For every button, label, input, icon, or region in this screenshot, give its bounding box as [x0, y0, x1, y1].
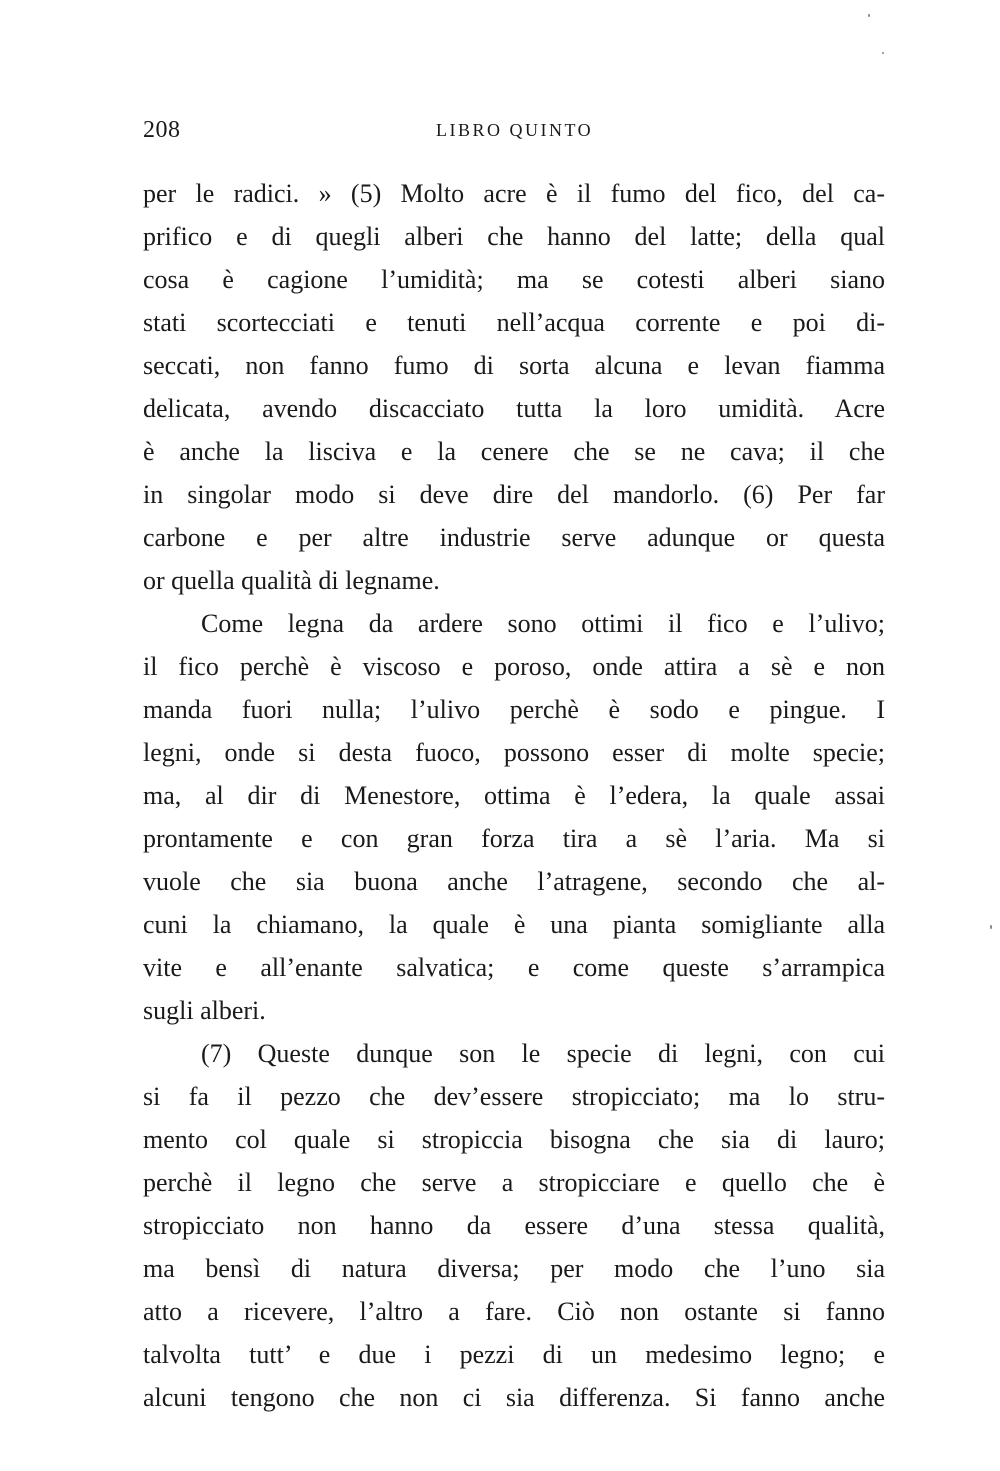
text-line: ma bensì di natura diversa; per modo che l’uno sia: [143, 1254, 885, 1283]
text-line: seccati, non fanno fumo di sorta alcuna e levan fiamma: [143, 351, 885, 380]
text-line: si fa il pezzo che dev’essere stropicciato; ma lo stru-: [143, 1082, 885, 1111]
running-head: LIBRO QUINTO: [436, 120, 594, 140]
text-line: sugli alberi.: [143, 996, 266, 1025]
scan-speck: [882, 52, 884, 54]
scan-speck: [990, 925, 992, 929]
text-line: carbone e per altre industrie serve adunque or questa: [143, 523, 885, 552]
text-line: perchè il legno che serve a stropicciare e quello che è: [143, 1168, 885, 1197]
text-line: talvolta tutt’ e due i pezzi di un medesimo legno; e: [143, 1340, 885, 1369]
text-line: vuole che sia buona anche l’atragene, secondo che al-: [143, 867, 885, 896]
text-line: vite e all’enante salvatica; e come queste s’arrampica: [143, 953, 885, 982]
text-line: è anche la lisciva e la cenere che se ne cava; il che: [143, 437, 885, 466]
text-line: stropicciato non hanno da essere d’una stessa qualità,: [143, 1211, 885, 1240]
text-line: Come legna da ardere sono ottimi il fico e l’ulivo;: [201, 609, 885, 638]
text-line: legni, onde si desta fuoco, possono esser di molte specie;: [143, 738, 885, 767]
text-line: il fico perchè è viscoso e poroso, onde attira a sè e non: [143, 652, 885, 681]
text-line: prifico e di quegli alberi che hanno del latte; della qual: [143, 222, 885, 251]
page-header: [143, 117, 883, 147]
scan-speck: [868, 14, 870, 17]
text-line: stati scortecciati e tenuti nell’acqua corrente e poi di-: [143, 308, 885, 337]
text-line: manda fuori nulla; l’ulivo perchè è sodo e pingue. I: [143, 695, 885, 724]
text-line: cosa è cagione l’umidità; ma se cotesti alberi siano: [143, 265, 885, 294]
text-line: cuni la chiamano, la quale è una pianta somigliante alla: [143, 910, 885, 939]
text-line: ma, al dir di Menestore, ottima è l’edera, la quale assai: [143, 781, 885, 810]
text-line: mento col quale si stropiccia bisogna che sia di lauro;: [143, 1125, 885, 1154]
text-line: delicata, avendo discacciato tutta la loro umidità. Acre: [143, 394, 885, 423]
text-line: per le radici. » (5) Molto acre è il fumo del fico, del ca-: [143, 179, 885, 208]
text-line: (7) Queste dunque son le specie di legni, con cui: [201, 1039, 885, 1068]
text-line: in singolar modo si deve dire del mandorlo. (6) Per far: [143, 480, 885, 509]
text-line: or quella qualità di legname.: [143, 566, 440, 595]
text-line: prontamente e con gran forza tira a sè l’aria. Ma si: [143, 824, 885, 853]
text-line: atto a ricevere, l’altro a fare. Ciò non ostante si fanno: [143, 1297, 885, 1326]
text-line: alcuni tengono che non ci sia differenza. Si fanno anche: [143, 1383, 885, 1412]
body-text: [143, 172, 885, 1419]
page-number: 208: [143, 117, 181, 143]
